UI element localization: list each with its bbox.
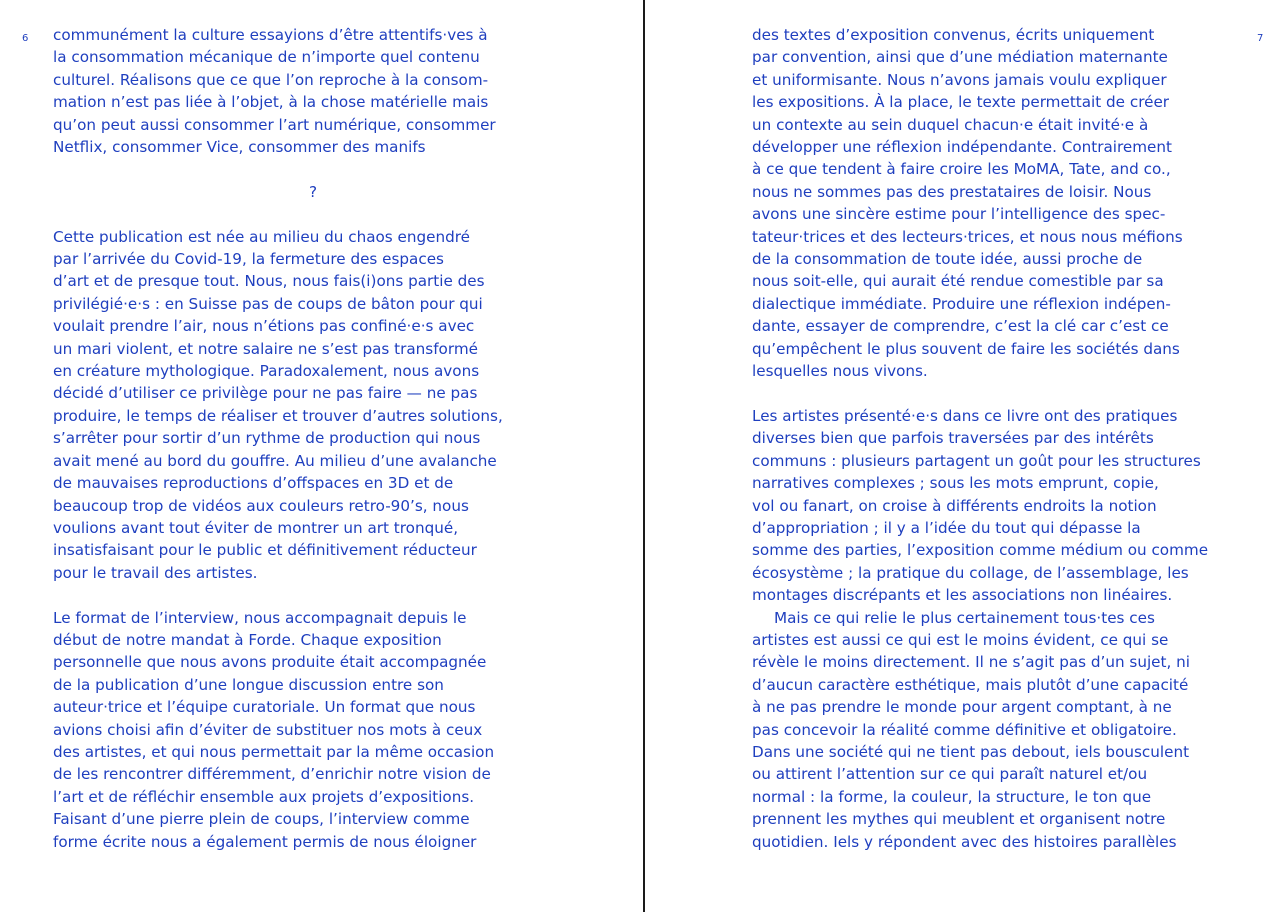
text-line: lesquelles nous vivons. (752, 362, 928, 381)
text-line: de la consommation de toute idée, aussi proche de (752, 250, 1143, 269)
text-line: en créature mythologique. Paradoxalement, nous avons (53, 362, 480, 381)
text-line: artistes est aussi ce qui est le moins évident, ce qui se (752, 630, 1169, 649)
text-line: dante, essayer de comprendre, c’est la clé car c’est ce (752, 317, 1169, 336)
text-line: s’arrêter pour sortir d’un rythme de production qui nous (53, 429, 481, 448)
text-line: la consommation mécanique de n’importe quel contenu (53, 48, 480, 67)
text-line: de les rencontrer différemment, d’enrichir notre vision de (53, 765, 491, 784)
text-line: nous ne sommes pas des prestataires de loisir. Nous (752, 182, 1152, 201)
text-line: diverses bien que parfois traversées par des intérêts (752, 429, 1154, 448)
text-line: prennent les mythes qui meublent et organisent notre (752, 810, 1166, 829)
text-line: communs : plusieurs partagent un goût pour les structures (752, 451, 1201, 470)
text-line: et uniformisante. Nous n’avons jamais voulu expliquer (752, 70, 1167, 89)
text-line: personnelle que nous avons produite était accompagnée (53, 653, 487, 672)
page-number-right: 7 (1257, 33, 1264, 44)
text-line: Faisant d’une pierre plein de coups, l’interview comme (53, 810, 470, 829)
text-line: des artistes, et qui nous permettait par la même occasion (53, 742, 495, 761)
text-line: dialectique immédiate. Produire une réflexion indépen- (752, 294, 1171, 313)
text-line: les expositions. À la place, le texte permettait de créer (752, 93, 1170, 112)
text-line: avons une sincère estime pour l’intelligence des spec- (752, 205, 1166, 224)
text-line: qu’empêchent le plus souvent de faire les sociétés dans (752, 339, 1180, 358)
text-line: forme écrite nous a également permis de nous éloigner (53, 832, 477, 851)
text-line: par convention, ainsi que d’une médiation maternante (752, 48, 1168, 67)
right-page-text (752, 24, 1272, 853)
text-line: tateur·trices et des lecteurs·trices, et nous nous méfions (752, 227, 1183, 246)
text-line: normal : la forme, la couleur, la structure, le ton que (752, 787, 1152, 806)
left-page-text (53, 24, 573, 853)
section-separator: ? (308, 182, 318, 201)
page-number-left: 6 (22, 33, 29, 44)
text-line: avait mené au bord du gouffre. Au milieu d’une avalanche (53, 451, 497, 470)
text-line: des textes d’exposition convenus, écrits uniquement (752, 26, 1155, 44)
text-line: un mari violent, et notre salaire ne s’est pas transformé (53, 339, 478, 358)
text-line: de mauvaises reproductions d’offspaces en 3D et de (53, 474, 454, 493)
text-line: quotidien. Iels y répondent avec des histoires parallèles (752, 832, 1177, 851)
text-line: ou attirent l’attention sur ce qui paraît naturel et/ou (752, 765, 1148, 784)
text-line: à ne pas prendre le monde pour argent comptant, à ne (752, 698, 1172, 717)
text-line: révèle le moins directement. Il ne s’agit pas d’un sujet, ni (752, 653, 1190, 672)
text-line: l’art et de réfléchir ensemble aux projets d’expositions. (53, 787, 475, 806)
text-line: à ce que tendent à faire croire les MoMA, Tate, and co., (752, 160, 1171, 179)
text-line: mation n’est pas liée à l’objet, à la chose matérielle mais (53, 93, 489, 112)
text-line: début de notre mandat à Forde. Chaque exposition (53, 630, 442, 649)
text-line: par l’arrivée du Covid-19, la fermeture des espaces (53, 250, 444, 269)
text-line: un contexte au sein duquel chacun·e était invité·e à (752, 115, 1149, 134)
text-line: Netflix, consommer Vice, consommer des manifs (53, 138, 426, 157)
text-line: Cette publication est née au milieu du chaos engendré (53, 227, 471, 246)
text-line: décidé d’utiliser ce privilège pour ne pas faire — ne pas (53, 384, 478, 403)
text-line: auteur·trice et l’équipe curatoriale. Un format que nous (53, 698, 476, 717)
text-line: écosystème ; la pratique du collage, de l’assemblage, les (752, 563, 1189, 582)
text-line: d’art et de presque tout. Nous, nous fais(i)ons partie des (53, 272, 485, 291)
text-line: produire, le temps de réaliser et trouver d’autres solutions, (53, 406, 503, 425)
text-line: pour le travail des artistes. (53, 563, 258, 582)
text-line: montages discrépants et les associations non linéaires. (752, 586, 1173, 605)
text-line: communément la culture essayions d’être attentifs·ves à (53, 26, 488, 44)
text-line: Les artistes présenté·e·s dans ce livre ont des pratiques (752, 406, 1178, 425)
text-line: somme des parties, l’exposition comme médium ou comme (752, 541, 1209, 560)
text-line: de la publication d’une longue discussion entre son (53, 675, 444, 694)
left-page (0, 0, 643, 912)
text-line: voulions avant tout éviter de montrer un art tronqué, (53, 518, 459, 537)
text-line: privilégié·e·s : en Suisse pas de coups de bâton pour qui (53, 294, 483, 313)
text-line: Mais ce qui relie le plus certainement tous·tes ces (774, 608, 1155, 627)
text-line: pas concevoir la réalité comme définitive et obligatoire. (752, 720, 1177, 739)
text-line: d’aucun caractère esthétique, mais plutôt d’une capacité (752, 675, 1189, 694)
text-line: insatisfaisant pour le public et définitivement réducteur (53, 541, 477, 560)
text-line: culturel. Réalisons que ce que l’on reproche à la consom- (53, 70, 489, 89)
text-line: voulait prendre l’air, nous n’étions pas confiné·e·s avec (53, 317, 475, 336)
text-line: beaucoup trop de vidéos aux couleurs retro-90’s, nous (53, 496, 469, 515)
text-line: vol ou fanart, on croise à différents endroits la notion (752, 496, 1157, 515)
text-line: Dans une société qui ne tient pas debout, iels bousculent (752, 742, 1190, 761)
text-line: narratives complexes ; sous les mots emprunt, copie, (752, 474, 1159, 493)
text-line: avions choisi afin d’éviter de substituer nos mots à ceux (53, 720, 483, 739)
text-line: développer une réflexion indépendante. Contrairement (752, 138, 1172, 157)
right-page (645, 0, 1288, 912)
text-line: Le format de l’interview, nous accompagnait depuis le (53, 608, 467, 627)
text-line: qu’on peut aussi consommer l’art numérique, consommer (53, 115, 496, 134)
text-line: nous soit-elle, qui aurait été rendue comestible par sa (752, 272, 1164, 291)
text-line: d’appropriation ; il y a l’idée du tout qui dépasse la (752, 518, 1141, 537)
